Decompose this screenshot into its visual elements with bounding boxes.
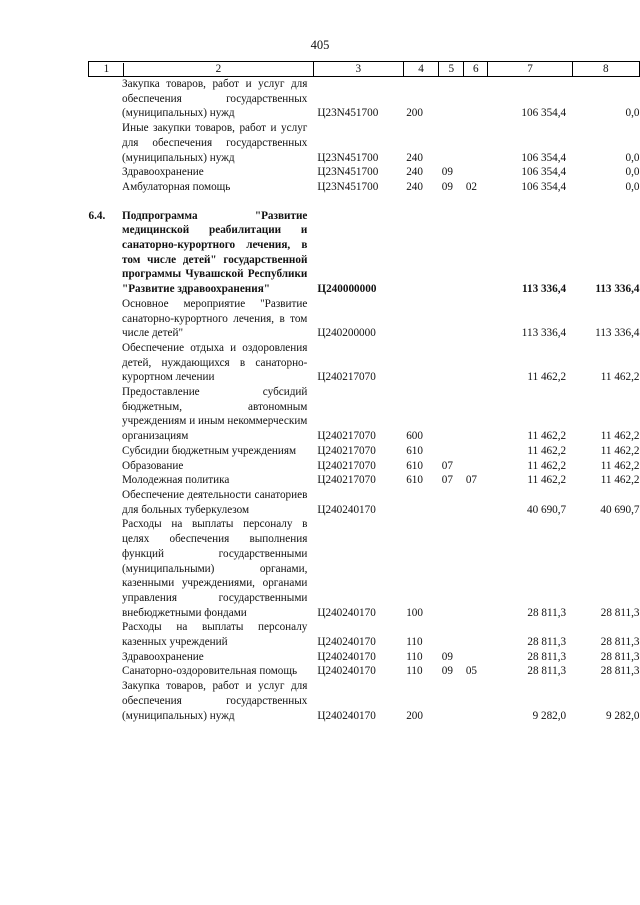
row-amount-1: 28 811,3 bbox=[527, 650, 567, 663]
row-section bbox=[439, 679, 464, 723]
row-name: Закупка товаров, работ и услуг для обеспечения государственных (муниципальных) нужд bbox=[122, 680, 308, 722]
row-code: Ц240217070 bbox=[317, 371, 376, 384]
row-number bbox=[89, 679, 123, 723]
row-number bbox=[89, 650, 123, 665]
row-subsection bbox=[464, 444, 488, 459]
row-section bbox=[439, 385, 464, 444]
row-number bbox=[89, 297, 123, 341]
row-amount-1: 11 462,2 bbox=[527, 474, 567, 487]
header-col-1: 1 bbox=[103, 62, 110, 75]
row-amount-1: 28 811,3 bbox=[527, 636, 567, 649]
row-spacer bbox=[89, 195, 640, 209]
row-amount-2: 28 811,3 bbox=[600, 636, 640, 649]
row-subsection bbox=[464, 165, 488, 180]
header-col-8: 8 bbox=[572, 62, 639, 77]
row-amount-1: 113 336,4 bbox=[521, 327, 567, 340]
row-vr: 240 bbox=[406, 180, 423, 193]
row-amount-1: 11 462,2 bbox=[527, 371, 567, 384]
row-amount-2: 11 462,2 bbox=[600, 430, 640, 443]
row-code: Ц240240170 bbox=[317, 503, 376, 516]
row-subsection bbox=[464, 385, 488, 444]
row-subsection bbox=[464, 650, 488, 665]
row-subsection bbox=[464, 679, 488, 723]
row-section bbox=[439, 444, 464, 459]
row-code: Ц240217070 bbox=[317, 430, 376, 443]
table-row bbox=[89, 473, 640, 488]
row-vr: 240 bbox=[406, 166, 423, 179]
table-row bbox=[89, 165, 640, 180]
row-name: Амбулаторная помощь bbox=[122, 180, 231, 193]
table-row bbox=[89, 650, 640, 665]
row-vr: 110 bbox=[406, 636, 423, 649]
row-amount-1: 106 354,4 bbox=[521, 180, 567, 193]
row-code: Ц23N451700 bbox=[317, 151, 379, 164]
row-vr: 110 bbox=[406, 665, 423, 678]
row-section bbox=[439, 77, 464, 122]
row-amount-2: 11 462,2 bbox=[600, 474, 640, 487]
table-row bbox=[89, 620, 640, 649]
row-name: Обеспечение деятельности санаториев для больных туберкулезом bbox=[122, 488, 308, 516]
row-vr: 200 bbox=[406, 709, 423, 722]
row-name: Молодежная политика bbox=[122, 474, 230, 487]
row-amount-2: 9 282,0 bbox=[605, 709, 640, 722]
row-amount-1: 28 811,3 bbox=[527, 606, 567, 619]
row-code: Ц240240170 bbox=[317, 665, 376, 678]
row-vr bbox=[403, 209, 439, 297]
row-number bbox=[89, 121, 123, 165]
row-subsection bbox=[464, 209, 488, 297]
row-number bbox=[89, 77, 123, 122]
row-amount-1: 113 336,4 bbox=[522, 283, 567, 296]
row-amount-1: 11 462,2 bbox=[527, 459, 567, 472]
header-col-7: 7 bbox=[488, 62, 572, 77]
header-col-3: 3 bbox=[313, 62, 403, 77]
row-code: Ц23N451700 bbox=[317, 107, 379, 120]
row-amount-1: 11 462,2 bbox=[527, 430, 567, 443]
table-row bbox=[89, 209, 640, 297]
row-name: Образование bbox=[122, 459, 184, 472]
budget-table bbox=[88, 61, 640, 723]
row-number bbox=[89, 473, 123, 488]
row-number bbox=[89, 180, 123, 195]
row-number bbox=[89, 620, 123, 649]
row-section: 09 bbox=[441, 166, 453, 179]
table-row bbox=[89, 459, 640, 474]
row-name: Иные закупки товаров, работ и услуг для обеспечения государственных (муниципальных) нужд bbox=[122, 122, 308, 164]
row-section bbox=[439, 620, 464, 649]
row-section bbox=[439, 209, 464, 297]
row-name: Здравоохранение bbox=[122, 650, 204, 663]
row-amount-2: 28 811,3 bbox=[600, 665, 640, 678]
row-name: Обеспечение отдыха и оздоровления детей, нуждающихся в санаторно-курортном лечении bbox=[122, 341, 308, 384]
row-number bbox=[89, 444, 123, 459]
row-name: Здравоохранение bbox=[122, 166, 204, 179]
row-name: Закупка товаров, работ и услуг для обеспечения государственных (муниципальных) нужд bbox=[122, 78, 308, 120]
row-number bbox=[89, 517, 123, 620]
row-vr: 110 bbox=[406, 650, 423, 663]
row-section bbox=[439, 488, 464, 517]
row-code: Ц240200000 bbox=[317, 327, 376, 340]
row-amount-2: 0,0 bbox=[625, 180, 640, 193]
row-name: Подпрограмма "Развитие медицинской реабилитации и санаторно-курортного лечения, в том числе детей" государственной программы Чувашской Республики "Развитие здравоохранения" bbox=[122, 209, 308, 296]
header-col-4: 4 bbox=[403, 62, 439, 77]
table-row bbox=[89, 297, 640, 341]
header-col-2: 2 bbox=[123, 63, 312, 76]
row-vr bbox=[403, 297, 439, 341]
table-row bbox=[89, 517, 640, 620]
table-row bbox=[89, 180, 640, 195]
row-number bbox=[89, 341, 123, 385]
row-amount-1: 11 462,2 bbox=[527, 444, 567, 457]
row-code: Ц23N451700 bbox=[317, 166, 379, 179]
row-subsection bbox=[464, 121, 488, 165]
row-vr: 600 bbox=[406, 430, 423, 443]
table-row bbox=[89, 488, 640, 517]
row-code: Ц240240170 bbox=[317, 606, 376, 619]
row-vr: 610 bbox=[406, 444, 423, 457]
row-subsection bbox=[464, 517, 488, 620]
row-subsection: 07 bbox=[465, 474, 477, 487]
row-vr: 610 bbox=[406, 474, 423, 487]
row-amount-2: 0,0 bbox=[625, 166, 640, 179]
row-number bbox=[89, 664, 123, 679]
row-amount-2: 0,0 bbox=[625, 151, 640, 164]
row-subsection: 02 bbox=[465, 180, 477, 193]
row-code: Ц240217070 bbox=[317, 444, 376, 457]
row-vr: 240 bbox=[406, 151, 423, 164]
row-section bbox=[439, 341, 464, 385]
row-amount-1: 106 354,4 bbox=[521, 151, 567, 164]
row-amount-2: 11 462,2 bbox=[600, 444, 640, 457]
row-vr bbox=[403, 488, 439, 517]
row-subsection: 05 bbox=[465, 665, 477, 678]
row-section: 07 bbox=[441, 474, 453, 487]
row-amount-1: 106 354,4 bbox=[521, 107, 567, 120]
row-vr: 100 bbox=[406, 606, 423, 619]
row-amount-1: 9 282,0 bbox=[532, 709, 567, 722]
table-row bbox=[89, 385, 640, 444]
row-code: Ц240217070 bbox=[317, 459, 376, 472]
row-subsection bbox=[464, 488, 488, 517]
row-name: Предоставление субсидий бюджетным, автономным учреждениям и иным некоммерческим организациям bbox=[122, 386, 308, 443]
row-amount-1: 40 690,7 bbox=[526, 503, 567, 516]
row-name: Расходы на выплаты персоналу казенных учреждений bbox=[122, 621, 308, 649]
table-row bbox=[89, 121, 640, 165]
header-col-6: 6 bbox=[464, 62, 488, 77]
row-name: Расходы на выплаты персоналу в целях обеспечения выполнения функций государственными (муниципальными) органами, казенными учреждениями, органами управления государственными внебюджетными фондами bbox=[122, 518, 308, 619]
row-amount-2: 11 462,2 bbox=[600, 459, 640, 472]
row-code: Ц23N451700 bbox=[317, 180, 379, 193]
header-col-5: 5 bbox=[439, 62, 464, 77]
row-section bbox=[439, 121, 464, 165]
row-vr bbox=[403, 341, 439, 385]
row-amount-1: 28 811,3 bbox=[527, 665, 567, 678]
row-section: 09 bbox=[441, 180, 453, 193]
table-row bbox=[89, 77, 640, 122]
table-row bbox=[89, 341, 640, 385]
table-body bbox=[89, 77, 640, 724]
row-number bbox=[89, 459, 123, 474]
row-section bbox=[439, 517, 464, 620]
row-amount-2: 11 462,2 bbox=[600, 371, 640, 384]
row-code: Ц240217070 bbox=[317, 474, 376, 487]
row-section: 07 bbox=[441, 459, 453, 472]
row-amount-2: 28 811,3 bbox=[600, 606, 640, 619]
row-number bbox=[89, 488, 123, 517]
row-amount-2: 113 336,4 bbox=[595, 327, 640, 340]
row-subsection bbox=[464, 341, 488, 385]
row-vr: 200 bbox=[406, 107, 423, 120]
row-amount-2: 0,0 bbox=[625, 107, 640, 120]
row-code: Ц240240170 bbox=[317, 709, 376, 722]
row-number: 6.4. bbox=[88, 209, 106, 222]
page-number: 405 bbox=[310, 38, 330, 52]
table-row bbox=[89, 679, 640, 723]
row-subsection bbox=[464, 77, 488, 122]
row-amount-2: 28 811,3 bbox=[600, 650, 640, 663]
row-vr: 610 bbox=[406, 459, 423, 472]
table-row bbox=[89, 444, 640, 459]
row-number bbox=[89, 165, 123, 180]
table-header-row bbox=[89, 62, 640, 77]
row-amount-2: 40 690,7 bbox=[600, 503, 640, 516]
row-code: Ц240240170 bbox=[317, 636, 376, 649]
row-subsection bbox=[464, 620, 488, 649]
row-amount-2: 113 336,4 bbox=[595, 283, 640, 296]
row-number bbox=[89, 385, 123, 444]
row-name: Санаторно-оздоровительная помощь bbox=[122, 665, 298, 678]
row-name: Основное мероприятие "Развитие санаторно-курортного лечения, в том числе детей" bbox=[122, 297, 308, 340]
row-section bbox=[439, 297, 464, 341]
table-row bbox=[89, 664, 640, 679]
row-section: 09 bbox=[441, 665, 453, 678]
row-code: Ц240240170 bbox=[317, 650, 376, 663]
row-code: Ц240000000 bbox=[317, 283, 377, 296]
row-name: Субсидии бюджетным учреждениям bbox=[122, 444, 297, 457]
row-subsection bbox=[464, 297, 488, 341]
row-amount-1: 106 354,4 bbox=[521, 166, 567, 179]
row-subsection bbox=[464, 459, 488, 474]
header-col-1-2 bbox=[89, 62, 314, 77]
row-section: 09 bbox=[441, 650, 453, 663]
